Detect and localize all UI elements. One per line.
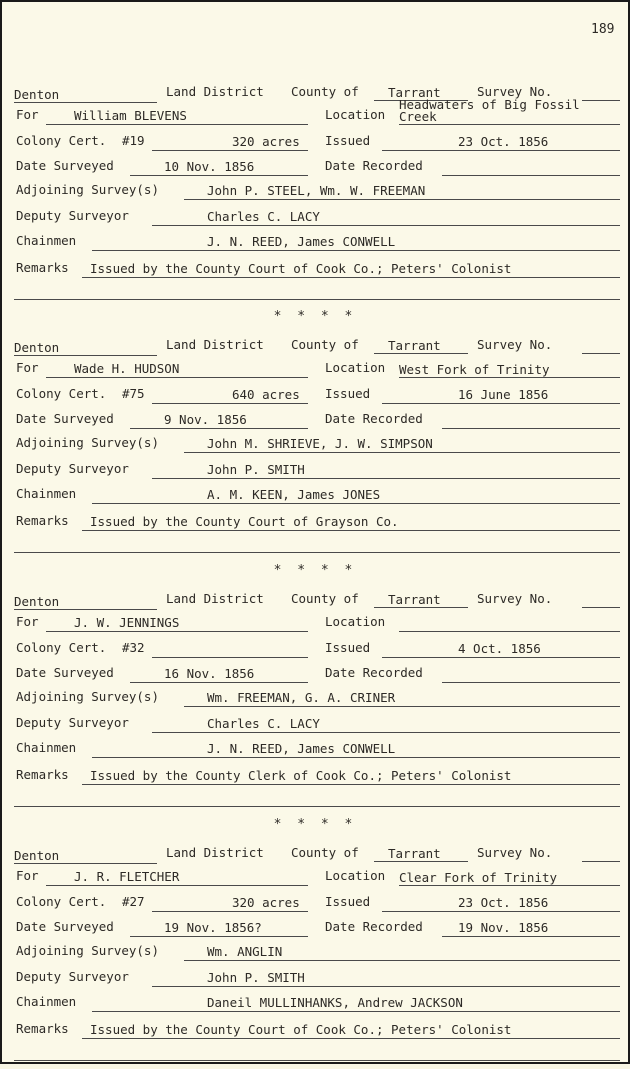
deputy-line [152, 478, 620, 479]
deputy-value: John P. SMITH [207, 970, 305, 985]
district-value: Denton [14, 848, 60, 863]
colony-cert-label: Colony Cert. [16, 640, 107, 655]
chainmen-value: Daneil MULLINHANKS, Andrew JACKSON [207, 995, 463, 1010]
deputy-label: Deputy Surveyor [16, 715, 129, 730]
survey-record [2, 841, 628, 1069]
adjoining-line [184, 960, 620, 961]
dates-row [2, 411, 628, 431]
date-surveyed-line [130, 936, 308, 937]
for-label: For [16, 360, 39, 375]
adjoining-label: Adjoining Survey(s) [16, 182, 159, 197]
record-separator: * * * * [273, 563, 357, 578]
adjoining-row [2, 182, 628, 202]
chainmen-line [92, 1011, 620, 1012]
issued-line [382, 403, 620, 404]
issued-value: 23 Oct. 1856 [458, 895, 549, 910]
land-district-label: Land District [166, 337, 264, 352]
date-surveyed-label: Date Surveyed [16, 919, 114, 934]
dates-row [2, 919, 628, 939]
survey-no-label: Survey No. [477, 591, 553, 606]
for-label: For [16, 868, 39, 883]
adjoining-value: Wm. ANGLIN [207, 944, 283, 959]
for-label: For [16, 107, 39, 122]
issued-label: Issued [325, 386, 371, 401]
chainmen-value: A. M. KEEN, James JONES [207, 487, 381, 502]
date-surveyed-label: Date Surveyed [16, 158, 114, 173]
adjoining-value: John M. SHRIEVE, J. W. SIMPSON [207, 436, 433, 451]
location-line [399, 631, 620, 632]
deputy-label: Deputy Surveyor [16, 969, 129, 984]
county-label: County of [291, 337, 359, 352]
location-line [399, 124, 620, 125]
county-value: Tarrant [388, 846, 441, 861]
issued-label: Issued [325, 133, 371, 148]
date-surveyed-label: Date Surveyed [16, 411, 114, 426]
chainmen-label: Chainmen [16, 994, 77, 1009]
adjoining-label: Adjoining Survey(s) [16, 689, 159, 704]
location-label: Location [325, 107, 386, 122]
deputy-line [152, 732, 620, 733]
acres-line [152, 403, 308, 404]
land-district-label: Land District [166, 84, 264, 99]
adjoining-label: Adjoining Survey(s) [16, 943, 159, 958]
chainmen-label: Chainmen [16, 233, 77, 248]
for-line [46, 885, 308, 886]
county-value: Tarrant [388, 338, 441, 353]
remarks-value: Issued by the County Court of Grayson Co. [90, 514, 399, 529]
date-surveyed-value: 9 Nov. 1856 [164, 412, 247, 427]
adjoining-row [2, 435, 628, 455]
date-recorded-line [442, 936, 620, 937]
deputy-row [2, 461, 628, 481]
deputy-value: John P. SMITH [207, 462, 305, 477]
date-recorded-line [442, 428, 620, 429]
date-recorded-label: Date Recorded [325, 411, 423, 426]
record-separator: * * * * [273, 309, 357, 324]
cert-number: #75 [122, 386, 145, 401]
adjoining-line [184, 199, 620, 200]
district-line [14, 609, 157, 610]
for-line [46, 631, 308, 632]
colony-cert-label: Colony Cert. [16, 133, 107, 148]
remarks-row [2, 1021, 628, 1041]
deputy-row [2, 715, 628, 735]
location-value: Creek [399, 109, 437, 124]
county-value: Tarrant [388, 592, 441, 607]
county-line [374, 607, 468, 608]
survey-no-label: Survey No. [477, 84, 553, 99]
county-line [374, 353, 468, 354]
dates-row [2, 158, 628, 178]
chainmen-label: Chainmen [16, 486, 77, 501]
remarks-continuation-line [14, 552, 620, 553]
remarks-label: Remarks [16, 260, 69, 275]
for-row [2, 97, 628, 127]
location-value: West Fork of Trinity [399, 362, 550, 377]
date-surveyed-line [130, 175, 308, 176]
adjoining-row [2, 689, 628, 709]
remarks-row [2, 767, 628, 787]
acres-line [152, 657, 308, 658]
remarks-line [82, 784, 620, 785]
remarks-label: Remarks [16, 1021, 69, 1036]
for-row [2, 614, 628, 634]
deputy-label: Deputy Surveyor [16, 461, 129, 476]
location-label: Location [325, 360, 386, 375]
remarks-row [2, 260, 628, 280]
county-label: County of [291, 845, 359, 860]
issued-value: 16 June 1856 [458, 387, 549, 402]
adjoining-label: Adjoining Survey(s) [16, 435, 159, 450]
remarks-continuation-line [14, 1060, 620, 1061]
district-line [14, 102, 157, 103]
issued-value: 4 Oct. 1856 [458, 641, 541, 656]
cert-row [2, 386, 628, 406]
survey-no-label: Survey No. [477, 845, 553, 860]
chainmen-line [92, 757, 620, 758]
survey-record [2, 333, 628, 561]
colony-cert-label: Colony Cert. [16, 894, 107, 909]
chainmen-row [2, 740, 628, 760]
date-recorded-label: Date Recorded [325, 665, 423, 680]
district-row [2, 841, 628, 861]
remarks-value: Issued by the County Clerk of Cook Co.; Peters' Colonist [90, 768, 512, 783]
date-recorded-label: Date Recorded [325, 919, 423, 934]
county-line [374, 861, 468, 862]
county-value: Tarrant [388, 85, 441, 100]
remarks-line [82, 277, 620, 278]
for-value: J. W. JENNINGS [74, 615, 180, 630]
county-label: County of [291, 591, 359, 606]
chainmen-line [92, 250, 620, 251]
land-district-label: Land District [166, 845, 264, 860]
date-recorded-line [442, 682, 620, 683]
remarks-row [2, 513, 628, 533]
remarks-value: Issued by the County Court of Cook Co.; Peters' Colonist [90, 261, 512, 276]
district-value: Denton [14, 87, 60, 102]
district-value: Denton [14, 594, 60, 609]
district-line [14, 355, 157, 356]
district-row [2, 333, 628, 353]
chainmen-row [2, 994, 628, 1014]
deputy-label: Deputy Surveyor [16, 208, 129, 223]
location-label: Location [325, 868, 386, 883]
dates-row [2, 665, 628, 685]
remarks-continuation-line [14, 806, 620, 807]
for-row [2, 868, 628, 888]
record-separator: * * * * [273, 817, 357, 832]
remarks-continuation-line [14, 299, 620, 300]
for-row [2, 360, 628, 380]
date-surveyed-label: Date Surveyed [16, 665, 114, 680]
adjoining-line [184, 452, 620, 453]
issued-label: Issued [325, 640, 371, 655]
deputy-line [152, 986, 620, 987]
issued-value: 23 Oct. 1856 [458, 134, 549, 149]
chainmen-row [2, 233, 628, 253]
acres-line [152, 150, 308, 151]
chainmen-label: Chainmen [16, 740, 77, 755]
page-number: 189 [591, 22, 615, 37]
chainmen-row [2, 486, 628, 506]
survey-no-label: Survey No. [477, 337, 553, 352]
date-recorded-value: 19 Nov. 1856 [458, 920, 549, 935]
issued-line [382, 657, 620, 658]
colony-cert-label: Colony Cert. [16, 386, 107, 401]
chainmen-value: J. N. REED, James CONWELL [207, 741, 396, 756]
survey-no-line [582, 353, 620, 354]
deputy-row [2, 969, 628, 989]
district-value: Denton [14, 340, 60, 355]
county-label: County of [291, 84, 359, 99]
cert-number: #19 [122, 133, 145, 148]
remarks-label: Remarks [16, 513, 69, 528]
for-line [46, 124, 308, 125]
survey-no-line [582, 100, 620, 101]
deputy-row [2, 208, 628, 228]
location-line [399, 885, 620, 886]
deputy-value: Charles C. LACY [207, 716, 320, 731]
location-label: Location [325, 614, 386, 629]
for-label: For [16, 614, 39, 629]
issued-line [382, 150, 620, 151]
date-surveyed-value: 10 Nov. 1856 [164, 159, 255, 174]
deputy-line [152, 225, 620, 226]
chainmen-line [92, 503, 620, 504]
adjoining-line [184, 706, 620, 707]
survey-record [2, 587, 628, 815]
cert-row [2, 133, 628, 153]
cert-row [2, 894, 628, 914]
issued-line [382, 911, 620, 912]
acres-value: 320 acres [232, 895, 300, 910]
remarks-line [82, 530, 620, 531]
date-surveyed-line [130, 428, 308, 429]
for-value: William BLEVENS [74, 108, 187, 123]
location-value: Clear Fork of Trinity [399, 870, 558, 885]
land-district-label: Land District [166, 591, 264, 606]
survey-no-line [582, 861, 620, 862]
date-recorded-label: Date Recorded [325, 158, 423, 173]
district-row [2, 587, 628, 607]
date-surveyed-value: 19 Nov. 1856? [164, 920, 262, 935]
survey-record [2, 80, 628, 308]
chainmen-value: J. N. REED, James CONWELL [207, 234, 396, 249]
survey-no-line [582, 607, 620, 608]
date-recorded-line [442, 175, 620, 176]
adjoining-row [2, 943, 628, 963]
for-value: J. R. FLETCHER [74, 869, 180, 884]
acres-line [152, 911, 308, 912]
adjoining-value: Wm. FREEMAN, G. A. CRINER [207, 690, 396, 705]
location-value-top: Headwaters of Big Fossil [399, 97, 580, 112]
cert-number: #32 [122, 640, 145, 655]
date-surveyed-value: 16 Nov. 1856 [164, 666, 255, 681]
cert-row [2, 640, 628, 660]
district-line [14, 863, 157, 864]
for-line [46, 377, 308, 378]
location-line [399, 377, 620, 378]
issued-label: Issued [325, 894, 371, 909]
date-surveyed-line [130, 682, 308, 683]
for-value: Wade H. HUDSON [74, 361, 180, 376]
remarks-label: Remarks [16, 767, 69, 782]
remarks-line [82, 1038, 620, 1039]
remarks-value: Issued by the County Court of Cook Co.; Peters' Colonist [90, 1022, 512, 1037]
acres-value: 320 acres [232, 134, 300, 149]
acres-value: 640 acres [232, 387, 300, 402]
adjoining-value: John P. STEEL, Wm. W. FREEMAN [207, 183, 426, 198]
cert-number: #27 [122, 894, 145, 909]
deputy-value: Charles C. LACY [207, 209, 320, 224]
